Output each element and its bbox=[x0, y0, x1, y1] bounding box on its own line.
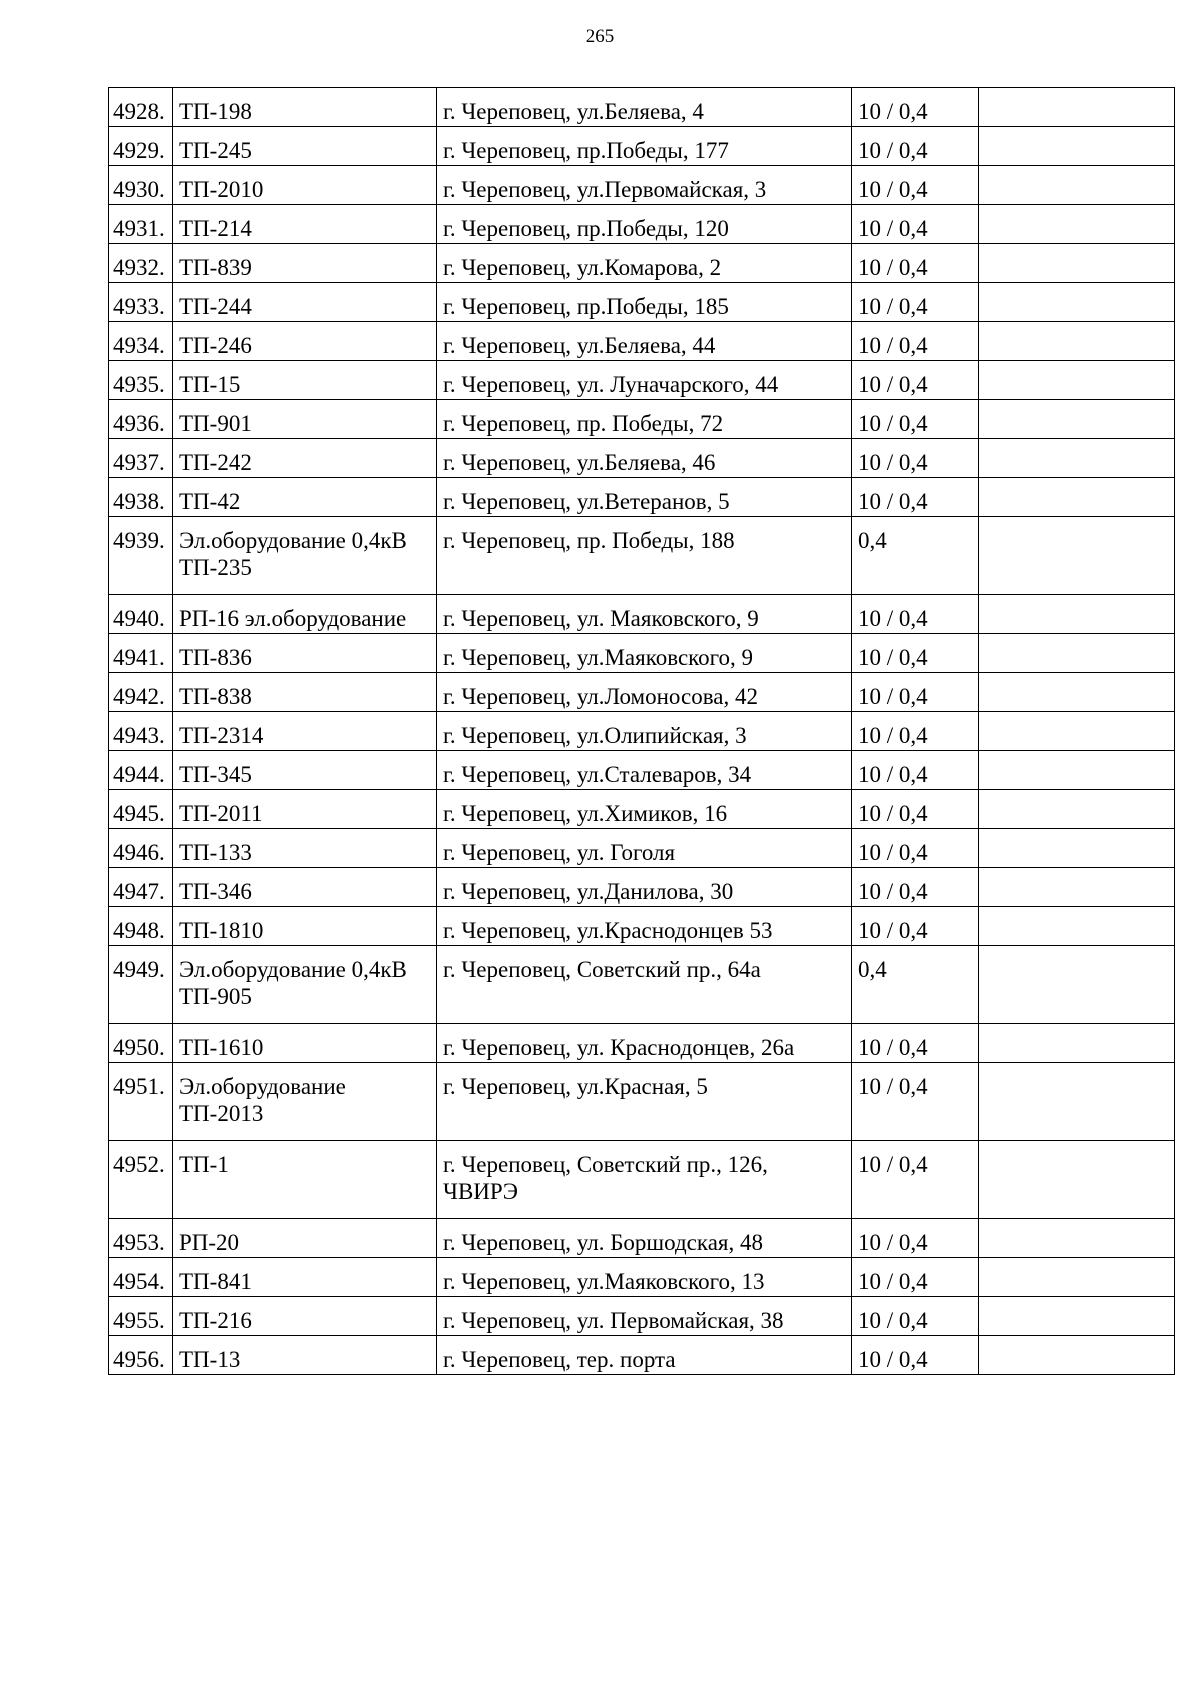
table-row bbox=[109, 400, 1175, 439]
row-number-cell: 4929. bbox=[109, 127, 173, 166]
voltage-cell: 10 / 0,4 bbox=[852, 1024, 979, 1063]
row-number-cell: 4943. bbox=[109, 712, 173, 751]
note-cell bbox=[979, 868, 1175, 907]
voltage-cell: 10 / 0,4 bbox=[852, 166, 979, 205]
voltage-cell: 10 / 0,4 bbox=[852, 634, 979, 673]
voltage-cell: 10 / 0,4 bbox=[852, 907, 979, 946]
note-cell bbox=[979, 1024, 1175, 1063]
voltage-cell: 10 / 0,4 bbox=[852, 595, 979, 634]
address-cell: г. Череповец, пр.Победы, 120 bbox=[437, 205, 852, 244]
equipment-name-cell: ТП-246 bbox=[173, 322, 437, 361]
equipment-name-cell: ТП-1 bbox=[173, 1141, 437, 1219]
row-number-cell: 4952. bbox=[109, 1141, 173, 1219]
address-cell: г. Череповец, ул.Олипийская, 3 bbox=[437, 712, 852, 751]
address-cell: г. Череповец, ул.Химиков, 16 bbox=[437, 790, 852, 829]
row-number-cell: 4936. bbox=[109, 400, 173, 439]
equipment-name-cell: ТП-1810 bbox=[173, 907, 437, 946]
note-cell bbox=[979, 1336, 1175, 1375]
row-number-cell: 4934. bbox=[109, 322, 173, 361]
address-cell: г. Череповец, ул.Первомайская, 3 bbox=[437, 166, 852, 205]
note-cell bbox=[979, 712, 1175, 751]
table-row bbox=[109, 283, 1175, 322]
note-cell bbox=[979, 361, 1175, 400]
row-number-cell: 4951. bbox=[109, 1063, 173, 1141]
voltage-cell: 10 / 0,4 bbox=[852, 1336, 979, 1375]
address-cell: г. Череповец, ул. Первомайская, 38 bbox=[437, 1297, 852, 1336]
voltage-cell: 0,4 bbox=[852, 517, 979, 595]
address-cell: г. Череповец, ул. Боршодская, 48 bbox=[437, 1219, 852, 1258]
row-number-cell: 4939. bbox=[109, 517, 173, 595]
table-row bbox=[109, 361, 1175, 400]
table-row bbox=[109, 322, 1175, 361]
table-row bbox=[109, 439, 1175, 478]
voltage-cell: 10 / 0,4 bbox=[852, 1297, 979, 1336]
voltage-cell: 10 / 0,4 bbox=[852, 88, 979, 127]
voltage-cell: 10 / 0,4 bbox=[852, 400, 979, 439]
equipment-name-cell: ТП-841 bbox=[173, 1258, 437, 1297]
table-row bbox=[109, 1063, 1175, 1141]
note-cell bbox=[979, 166, 1175, 205]
row-number-cell: 4946. bbox=[109, 829, 173, 868]
address-cell: г. Череповец, ул.Краснодонцев 53 bbox=[437, 907, 852, 946]
voltage-cell: 10 / 0,4 bbox=[852, 673, 979, 712]
row-number-cell: 4930. bbox=[109, 166, 173, 205]
address-cell: г. Череповец, ул.Сталеваров, 34 bbox=[437, 751, 852, 790]
voltage-cell: 10 / 0,4 bbox=[852, 868, 979, 907]
address-cell: г. Череповец, пр.Победы, 185 bbox=[437, 283, 852, 322]
address-cell: г. Череповец, ул.Комарова, 2 bbox=[437, 244, 852, 283]
voltage-cell: 10 / 0,4 bbox=[852, 751, 979, 790]
table-body bbox=[109, 88, 1175, 1375]
address-cell: г. Череповец, ул.Беляева, 46 bbox=[437, 439, 852, 478]
voltage-cell: 10 / 0,4 bbox=[852, 283, 979, 322]
table-row bbox=[109, 790, 1175, 829]
row-number-cell: 4949. bbox=[109, 946, 173, 1024]
table-row bbox=[109, 166, 1175, 205]
voltage-cell: 10 / 0,4 bbox=[852, 439, 979, 478]
address-cell: г. Череповец, ул.Ветеранов, 5 bbox=[437, 478, 852, 517]
note-cell bbox=[979, 595, 1175, 634]
row-number-cell: 4933. bbox=[109, 283, 173, 322]
note-cell bbox=[979, 1258, 1175, 1297]
note-cell bbox=[979, 1063, 1175, 1141]
row-number-cell: 4931. bbox=[109, 205, 173, 244]
row-number-cell: 4932. bbox=[109, 244, 173, 283]
equipment-name-cell: ТП-216 bbox=[173, 1297, 437, 1336]
address-cell: г. Череповец, Советский пр., 126, ЧВИРЭ bbox=[437, 1141, 852, 1219]
row-number-cell: 4956. bbox=[109, 1336, 173, 1375]
note-cell bbox=[979, 322, 1175, 361]
equipment-name-cell: ТП-214 bbox=[173, 205, 437, 244]
table-row bbox=[109, 517, 1175, 595]
equipment-name-cell: ТП-198 bbox=[173, 88, 437, 127]
equipment-name-cell: ТП-2314 bbox=[173, 712, 437, 751]
table-row bbox=[109, 205, 1175, 244]
table-row bbox=[109, 634, 1175, 673]
address-cell: г. Череповец, ул.Ломоносова, 42 bbox=[437, 673, 852, 712]
equipment-name-cell: ТП-13 bbox=[173, 1336, 437, 1375]
table-row bbox=[109, 751, 1175, 790]
address-cell: г. Череповец, ул. Краснодонцев, 26а bbox=[437, 1024, 852, 1063]
voltage-cell: 10 / 0,4 bbox=[852, 1063, 979, 1141]
voltage-cell: 10 / 0,4 bbox=[852, 1258, 979, 1297]
table-row bbox=[109, 595, 1175, 634]
voltage-cell: 0,4 bbox=[852, 946, 979, 1024]
voltage-cell: 10 / 0,4 bbox=[852, 1219, 979, 1258]
note-cell bbox=[979, 673, 1175, 712]
row-number-cell: 4928. bbox=[109, 88, 173, 127]
table-row bbox=[109, 868, 1175, 907]
address-cell: г. Череповец, ул. Маяковского, 9 bbox=[437, 595, 852, 634]
equipment-name-cell: Эл.оборудование 0,4кВ ТП-235 bbox=[173, 517, 437, 595]
row-number-cell: 4950. bbox=[109, 1024, 173, 1063]
equipment-name-cell: ТП-346 bbox=[173, 868, 437, 907]
table-row bbox=[109, 907, 1175, 946]
table-row bbox=[109, 244, 1175, 283]
note-cell bbox=[979, 751, 1175, 790]
address-cell: г. Череповец, пр. Победы, 72 bbox=[437, 400, 852, 439]
row-number-cell: 4938. bbox=[109, 478, 173, 517]
address-cell: г. Череповец, ул. Гоголя bbox=[437, 829, 852, 868]
note-cell bbox=[979, 1297, 1175, 1336]
row-number-cell: 4935. bbox=[109, 361, 173, 400]
voltage-cell: 10 / 0,4 bbox=[852, 205, 979, 244]
voltage-cell: 10 / 0,4 bbox=[852, 127, 979, 166]
equipment-name-cell: ТП-1610 bbox=[173, 1024, 437, 1063]
table-row bbox=[109, 946, 1175, 1024]
voltage-cell: 10 / 0,4 bbox=[852, 244, 979, 283]
page-number: 265 bbox=[585, 26, 615, 47]
note-cell bbox=[979, 1219, 1175, 1258]
address-cell: г. Череповец, Советский пр., 64а bbox=[437, 946, 852, 1024]
table-row bbox=[109, 712, 1175, 751]
table-row bbox=[109, 1141, 1175, 1219]
substation-table bbox=[108, 87, 1175, 1375]
table-row bbox=[109, 1024, 1175, 1063]
equipment-name-cell: ТП-245 bbox=[173, 127, 437, 166]
equipment-name-cell: ТП-15 bbox=[173, 361, 437, 400]
address-cell: г. Череповец, ул.Беляева, 4 bbox=[437, 88, 852, 127]
table-row bbox=[109, 127, 1175, 166]
row-number-cell: 4944. bbox=[109, 751, 173, 790]
table-row bbox=[109, 478, 1175, 517]
row-number-cell: 4942. bbox=[109, 673, 173, 712]
equipment-name-cell: Эл.оборудование ТП-2013 bbox=[173, 1063, 437, 1141]
row-number-cell: 4953. bbox=[109, 1219, 173, 1258]
voltage-cell: 10 / 0,4 bbox=[852, 1141, 979, 1219]
row-number-cell: 4948. bbox=[109, 907, 173, 946]
voltage-cell: 10 / 0,4 bbox=[852, 322, 979, 361]
equipment-name-cell: ТП-242 bbox=[173, 439, 437, 478]
address-cell: г. Череповец, тер. порта bbox=[437, 1336, 852, 1375]
note-cell bbox=[979, 829, 1175, 868]
equipment-name-cell: ТП-345 bbox=[173, 751, 437, 790]
row-number-cell: 4954. bbox=[109, 1258, 173, 1297]
address-cell: г. Череповец, ул.Беляева, 44 bbox=[437, 322, 852, 361]
equipment-name-cell: ТП-839 bbox=[173, 244, 437, 283]
equipment-name-cell: ТП-901 bbox=[173, 400, 437, 439]
equipment-name-cell: РП-20 bbox=[173, 1219, 437, 1258]
note-cell bbox=[979, 205, 1175, 244]
table-row bbox=[109, 673, 1175, 712]
voltage-cell: 10 / 0,4 bbox=[852, 790, 979, 829]
address-cell: г. Череповец, пр. Победы, 188 bbox=[437, 517, 852, 595]
voltage-cell: 10 / 0,4 bbox=[852, 829, 979, 868]
note-cell bbox=[979, 907, 1175, 946]
address-cell: г. Череповец, ул.Маяковского, 9 bbox=[437, 634, 852, 673]
address-cell: г. Череповец, ул.Маяковского, 13 bbox=[437, 1258, 852, 1297]
address-cell: г. Череповец, ул. Луначарского, 44 bbox=[437, 361, 852, 400]
equipment-name-cell: ТП-838 bbox=[173, 673, 437, 712]
note-cell bbox=[979, 88, 1175, 127]
note-cell bbox=[979, 244, 1175, 283]
table-row bbox=[109, 1336, 1175, 1375]
note-cell bbox=[979, 1141, 1175, 1219]
equipment-name-cell: РП-16 эл.оборудование bbox=[173, 595, 437, 634]
note-cell bbox=[979, 946, 1175, 1024]
address-cell: г. Череповец, ул.Красная, 5 bbox=[437, 1063, 852, 1141]
table-row bbox=[109, 1258, 1175, 1297]
row-number-cell: 4937. bbox=[109, 439, 173, 478]
address-cell: г. Череповец, ул.Данилова, 30 bbox=[437, 868, 852, 907]
note-cell bbox=[979, 283, 1175, 322]
table-row bbox=[109, 1297, 1175, 1336]
row-number-cell: 4941. bbox=[109, 634, 173, 673]
equipment-name-cell: ТП-836 bbox=[173, 634, 437, 673]
voltage-cell: 10 / 0,4 bbox=[852, 712, 979, 751]
address-cell: г. Череповец, пр.Победы, 177 bbox=[437, 127, 852, 166]
equipment-name-cell: ТП-244 bbox=[173, 283, 437, 322]
note-cell bbox=[979, 400, 1175, 439]
row-number-cell: 4947. bbox=[109, 868, 173, 907]
note-cell bbox=[979, 439, 1175, 478]
note-cell bbox=[979, 127, 1175, 166]
note-cell bbox=[979, 790, 1175, 829]
note-cell bbox=[979, 517, 1175, 595]
equipment-name-cell: Эл.оборудование 0,4кВ ТП-905 bbox=[173, 946, 437, 1024]
voltage-cell: 10 / 0,4 bbox=[852, 478, 979, 517]
voltage-cell: 10 / 0,4 bbox=[852, 361, 979, 400]
note-cell bbox=[979, 634, 1175, 673]
table-row bbox=[109, 1219, 1175, 1258]
note-cell bbox=[979, 478, 1175, 517]
equipment-name-cell: ТП-133 bbox=[173, 829, 437, 868]
row-number-cell: 4945. bbox=[109, 790, 173, 829]
equipment-name-cell: ТП-2010 bbox=[173, 166, 437, 205]
table-row bbox=[109, 88, 1175, 127]
row-number-cell: 4955. bbox=[109, 1297, 173, 1336]
row-number-cell: 4940. bbox=[109, 595, 173, 634]
equipment-name-cell: ТП-42 bbox=[173, 478, 437, 517]
equipment-name-cell: ТП-2011 bbox=[173, 790, 437, 829]
table-row bbox=[109, 829, 1175, 868]
